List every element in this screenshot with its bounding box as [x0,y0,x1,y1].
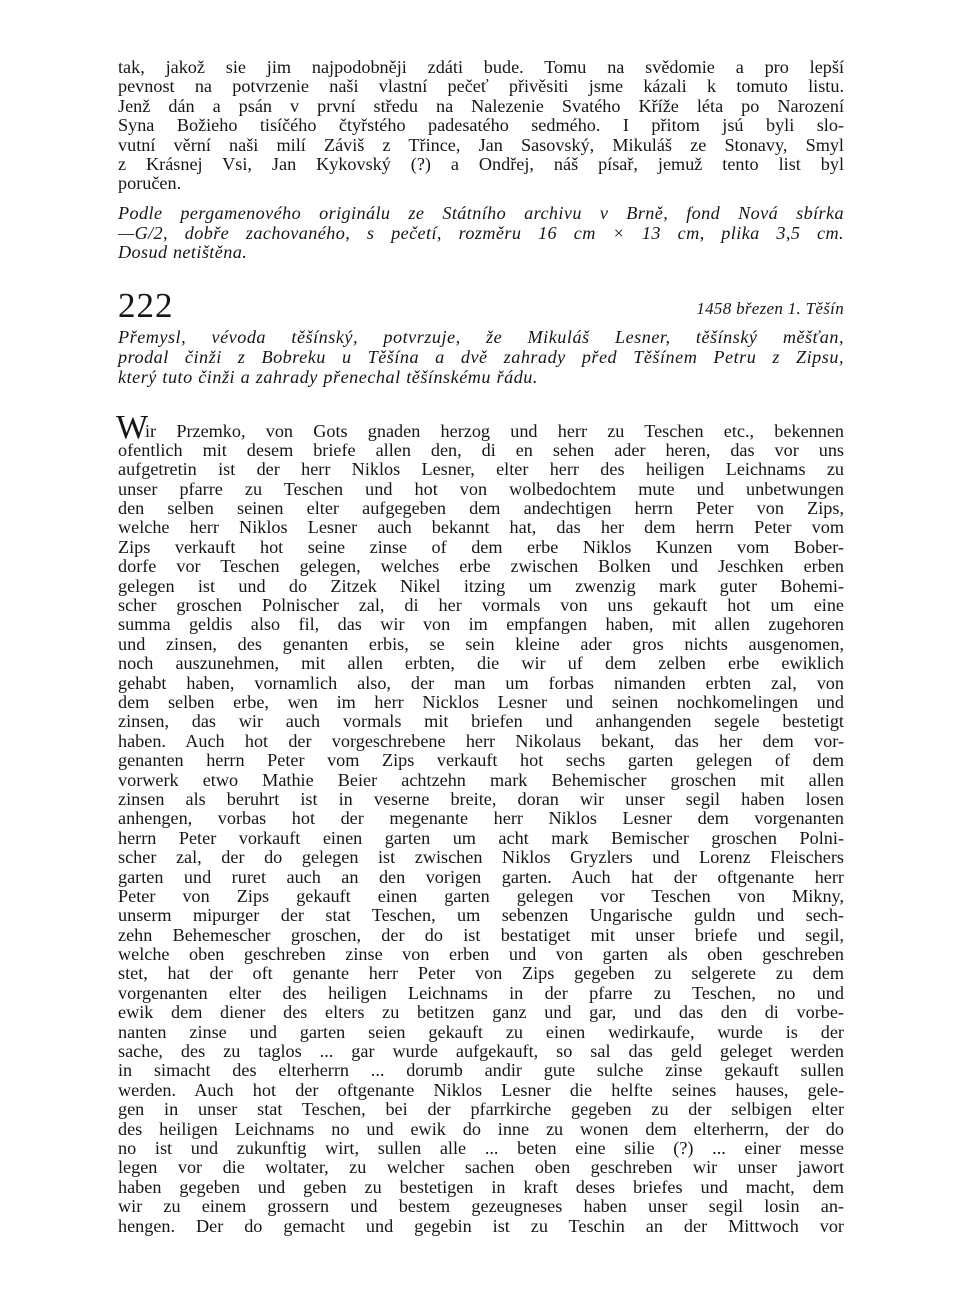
text-line: pevnost na potvrzenie naši vlastní pečeť přivěsiti jsme kázali k tomuto listu. [118,76,844,97]
preceding-document-ending [118,58,844,194]
body-line: no ist und zukunftig wirt, sullen alle ... beten eine silie (?) ... einer messe [118,1137,844,1158]
body-line: scher groschen Polnischer zal, di her vormals von uns gekauft hot um eine [118,595,844,616]
text-line: Jenž dán a psán v první středu na Nalezenie Svatého Kříže léta po Narození [118,95,844,116]
body-line: und zinsen, des genanten erbis, se sein kleine ader gros nichts ausgenomen, [118,633,844,654]
body-line: scher zal, der do gelegen ist zwischen Niklos Gryzlers und Lorenz Fleischers [118,847,844,868]
source-line: —G/2, dobře zachovaného, s pečetí, rozměru 16 cm × 13 cm, plika 3,5 cm. [118,222,844,243]
body-line: unserm mipurger der stat Teschen, um sebenzen Ungarische guldn und sech- [118,905,844,926]
text-line: vutní věrní naši milí Záviš z Třince, Jan Sasovský, Mikuláš ze Stonavy, Smyl [118,134,844,155]
body-line: Zips verkauft hot seine zinse of dem erbe Niklos Kunzen vom Bober- [118,536,844,557]
body-line: zinsen, das wir auch vormals mit briefen und anhangenden segele bestetigt [118,711,844,732]
text-line: tak, jakož sie jim najpodobněji zdáti bude. Tomu na svědomie a pro lepší [118,57,844,77]
body-line: Peter von Zips gekauft einen garten gelegen vor Teschen von Mikny, [118,885,844,906]
text-line: z Krásnej Vsi, Jan Kykovský (?) a Ondřej, náš písař, jemuž tento list byl [118,153,844,174]
document-heading [118,287,844,327]
body-line: ewik dem diener des elters zu betitzen ganz und gar, und das den di vorbe- [118,1002,844,1023]
body-line: genanten herrn Peter vom Zips verkauft hot sechs garten gelegen of dem [118,750,844,771]
body-line: herrn Peter vorkauft einen garten um acht mark Bemischer groschen Polni- [118,827,844,848]
body-line: garten und ruret auch an den vorigen garten. Auch hat der oftgenante herr [118,866,844,887]
body-line: nanten zinse und garten seien gekauft zu einen wedirkaufe, wurde is der [118,1021,844,1042]
body-line: haben. Auch hot der vorgeschrebene herr Nikolaus bekant, das her dem vor- [118,730,844,751]
body-line: gelegen ist und do Zitzek Nikel itzing um zwenzig mark guter Bohemi- [118,575,844,596]
body-line: werden. Auch hot der oftgenante Niklos Lesner die helfte seines hauses, gele- [118,1079,844,1100]
text-line: Syna Božieho tisíčého čtyřstého padesatého sedmého. I přitom jsú byli slo- [118,115,844,136]
source-note [118,204,844,263]
body-line: gehabt haben, vornamlich also, der man um forbas nimanden erbten zal, von [118,672,844,693]
regest-summary [118,328,844,387]
body-line: vorgenanten elter des heiligen Leichnams in der pfarre zu Teschen, no und [118,982,844,1003]
regest-line: který tuto činži a zahrady přenechal těšínskému řádu. [118,366,538,387]
body-line: hengen. Der do gemacht und gegebin ist zu Teschin an der Mittwoch vor [118,1215,844,1236]
body-line: welche herr Niklos Lesner auch bekannt hat, das her dem herrn Peter vom [118,517,844,538]
body-line: in simacht des elterherrn ... dorumb andir gute sulche zinse gekauft sullen [118,1060,844,1081]
body-line: summa geldis also fil, das wir von im empfangen haben, mit allen zugehoren [118,614,844,635]
body-line: wir zu einem grossern und bestem gezeugneses haben unser segil losin an- [118,1196,844,1217]
body-line: anhengen, vorbas hot der megenante herr Niklos Lesner dem vorgenanten [118,808,844,829]
document-number: 222 [118,286,174,326]
body-line: gen in unser stat Teschen, bei der pfarrkirche gegeben zu der selbigen elter [118,1099,844,1120]
body-line: dorfe vor Teschen gelegen, welches erbe zwischen Bolken und Jeschken erben [118,556,844,577]
body-line: ir Przemko, von Gots gnaden herzog und herr zu Teschen etc., bekennen [145,420,844,441]
document-date-place: 1458 březen 1. Těšín [696,299,844,319]
text-line: poručen. [118,173,182,194]
body-line: den selben seinen elter aufgegeben dem andechtigen herrn Peter von Zips, [118,498,844,519]
body-line: unser pfarre zu Teschen und hot von wolbedochtem mute und unbetwungen [118,478,844,499]
body-line: stet, hat der oft genante herr Peter von Zips gegeben zu selgerete zu dem [118,963,844,984]
body-line: ofentlich mit desem briefe allen den, di en sehen ader heren, das vor uns [118,439,844,460]
body-line: haben gegeben und geben zu bestetigen in kraft deses briefes und macht, dem [118,1176,844,1197]
body-line: aufgetretin ist der herr Niklos Lesner, elter herr des heiligen Leichnams zu [118,459,844,480]
body-line: dem selben erbe, wen im herr Nicklos Lesner und seinen nochkomelingen und [118,691,844,712]
body-line: sache, des zu taglos ... gar wurde aufgekauft, so sal das geld geleget werden [118,1041,844,1062]
document-body [116,408,844,1236]
regest-line: Přemysl, vévoda těšínský, potvrzuje, že Mikuláš Lesner, těšínský měšťan, [118,327,844,348]
body-line: zinsen als beruhrt ist in veserne breite, doran wir unser segil haben losen [118,788,844,809]
body-line: noch auszunehmen, mit allen erbten, die wir uf dem zelben erbe ewiklich [118,653,844,674]
body-line: des heiligen Leichnams no und ewik do inne zu wonen dem elterherrn, der do [118,1118,844,1139]
initial-letter: W [116,408,149,446]
body-line: welche oben geschreben zinse von erben und von garten als oben geschreben [118,944,844,965]
body-line: zehn Behemescher groschen, der do ist bestatiget mit unser briefe und segil, [118,924,844,945]
body-line: legen vor die woltater, zu welcher sachen oben geschreben wir unser jawort [118,1157,844,1178]
regest-line: prodal činži z Bobreku u Těšína a dvě zahrady před Těšínem Petru z Zipsu, [118,346,844,367]
source-line: Podle pergamenového originálu ze Státního archivu v Brně, fond Nová sbírka [118,202,844,223]
body-line: vorwerk etwo Mathie Beier achtzehn mark Behemischer groschen mit allen [118,769,844,790]
document-page [118,58,844,1236]
source-line: Dosud netištěna. [118,242,248,263]
